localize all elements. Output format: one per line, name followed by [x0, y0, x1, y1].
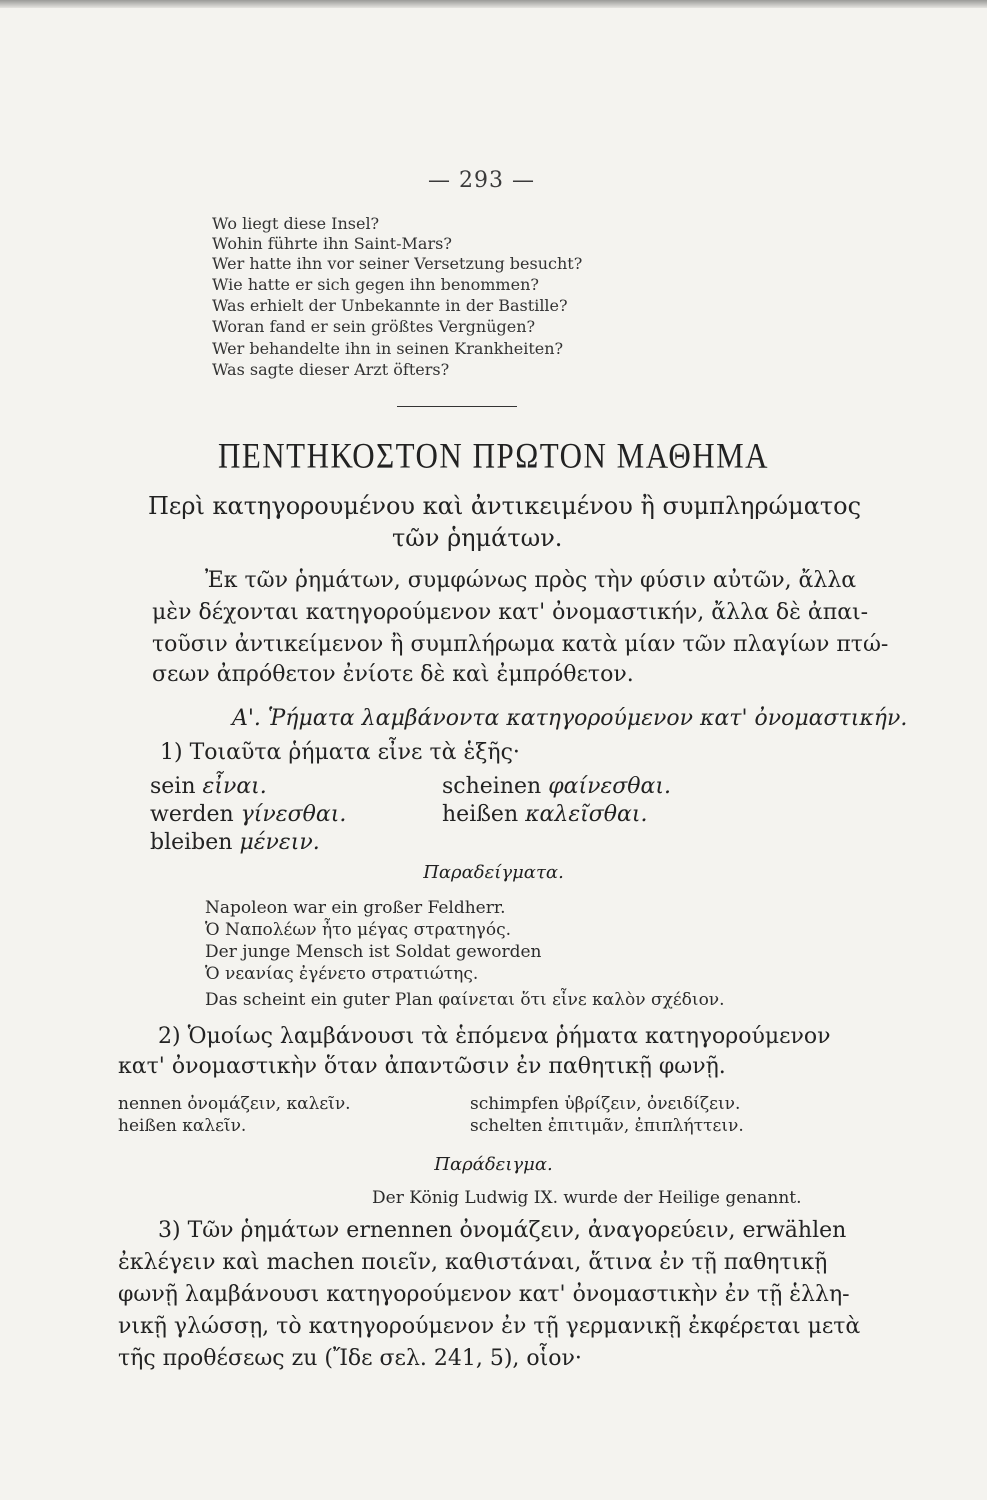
lesson-subtitle-cont: τῶν ῥημάτων.: [392, 524, 563, 552]
verb-entry: schimpfen ὑβρίζειν, ὀνειδίζειν.: [470, 1094, 741, 1114]
verb-german: sein: [150, 774, 196, 799]
verb-entry: [150, 830, 320, 855]
verb-entry: [150, 774, 267, 799]
rule-3-line: ἐκλέγειν καὶ machen ποιεῖν, καθιστάναι, ἅτινα ἐν τῇ παθητικῇ: [118, 1250, 828, 1275]
rule-3-line: φωνῇ λαμβάνουσι κατηγορούμενον κατ' ὀνομαστικὴν ἐν τῇ ἑλλη-: [118, 1282, 850, 1307]
verb-german: heißen: [442, 802, 519, 827]
rule-3-line: νικῇ γλώσσῃ, τὸ κατηγορούμενον ἐν τῇ γερμανικῇ ἐκφέρεται μετὰ: [118, 1314, 861, 1339]
question-line: Was erhielt der Unbekannte in der Bastille?: [212, 296, 568, 315]
example-line: Das scheint ein guter Plan φαίνεται ὅτι εἶνε καλὸν σχέδιον.: [205, 990, 725, 1010]
verb-german: scheinen: [442, 774, 542, 799]
intro-line: σεων ἀπρόθετον ἐνίοτε δὲ καὶ ἐμπρόθετον.: [152, 662, 634, 687]
question-line: Wohin führte ihn Saint-Mars?: [212, 234, 452, 253]
rule-1: 1) Τοιαῦτα ῥήματα εἶνε τὰ ἑξῆς·: [160, 740, 520, 765]
verb-entry: heißen καλεῖν.: [118, 1116, 247, 1136]
intro-line: μὲν δέχονται κατηγορούμενον κατ' ὀνομαστικήν, ἄλλα δὲ ἀπαι-: [152, 600, 869, 625]
lesson-title: ΠΕΝΤΗΚΟΣΤΟΝ ΠΡΩΤΟΝ ΜΑΘΗΜΑ: [217, 435, 770, 476]
rule-3-line: τῆς προθέσεως zu (Ἴδε σελ. 241, 5), οἷον·: [118, 1346, 582, 1371]
rule-3-line: 3) Τῶν ῥημάτων ernennen ὀνομάζειν, ἀναγορεύειν, erwählen: [158, 1218, 847, 1243]
question-line: Wer hatte ihn vor seiner Versetzung besucht?: [212, 254, 583, 273]
question-line: Wer behandelte ihn in seinen Krankheiten?: [212, 339, 564, 358]
question-line: Wie hatte er sich gegen ihn benommen?: [212, 275, 539, 294]
example-line: Ὁ Ναπολέων ἦτο μέγας στρατηγός.: [205, 920, 511, 940]
verb-entry: [442, 774, 671, 799]
example-sentence: Der König Ludwig IX. wurde der Heilige genannt.: [372, 1188, 802, 1208]
lesson-subtitle: Περὶ κατηγορουμένου καὶ ἀντικειμένου ἢ συμπληρώματος: [148, 492, 862, 520]
verb-greek: καλεῖσθαι.: [525, 802, 648, 827]
example-line: Napoleon war ein großer Feldherr.: [205, 898, 506, 918]
verb-german: werden: [150, 802, 234, 827]
question-line: Woran fand er sein größtes Vergnügen?: [212, 317, 536, 336]
verb-greek: εἶναι.: [202, 774, 267, 799]
rule-2: 2) Ὁμοίως λαμβάνουσι τὰ ἑπόμενα ῥήματα κατηγορούμενον: [158, 1024, 831, 1049]
example-heading: Παράδειγμα.: [434, 1154, 553, 1175]
examples-heading: Παραδείγματα.: [423, 862, 564, 883]
verb-german: bleiben: [150, 830, 233, 855]
verb-greek: μένειν.: [239, 830, 320, 855]
example-line: Ὁ νεανίας ἐγένετο στρατιώτης.: [205, 964, 479, 984]
scan-edge: [0, 0, 987, 8]
verb-entry: schelten ἐπιτιμᾶν, ἐπιπλήττειν.: [470, 1116, 744, 1136]
verb-entry: nennen ὀνομάζειν, καλεῖν.: [118, 1094, 351, 1114]
section-divider: [397, 406, 517, 407]
example-line: Der junge Mensch ist Soldat geworden: [205, 942, 542, 962]
verb-greek: φαίνεσθαι.: [548, 774, 672, 799]
intro-line: τοῦσιν ἀντικείμενον ἢ συμπλήρωμα κατὰ μίαν τῶν πλαγίων πτώ-: [152, 632, 889, 657]
intro-line: Ἐκ τῶν ῥημάτων, συμφώνως πρὸς τὴν φύσιν αὐτῶν, ἄλλα: [205, 568, 857, 593]
verb-entry: [150, 802, 346, 827]
rule-2-cont: κατ' ὀνομαστικὴν ὅταν ἀπαντῶσιν ἐν παθητικῇ φωνῇ.: [118, 1054, 726, 1079]
page-number: — 293 —: [428, 168, 535, 193]
section-a-title: Α'. Ῥήματα λαμβάνοντα κατηγορούμενον κατ' ὀνομαστικήν.: [232, 706, 908, 731]
verb-greek: γίνεσθαι.: [240, 802, 347, 827]
question-line: Wo liegt diese Insel?: [212, 214, 380, 233]
verb-entry: [442, 802, 648, 827]
question-line: Was sagte dieser Arzt öfters?: [212, 360, 450, 379]
